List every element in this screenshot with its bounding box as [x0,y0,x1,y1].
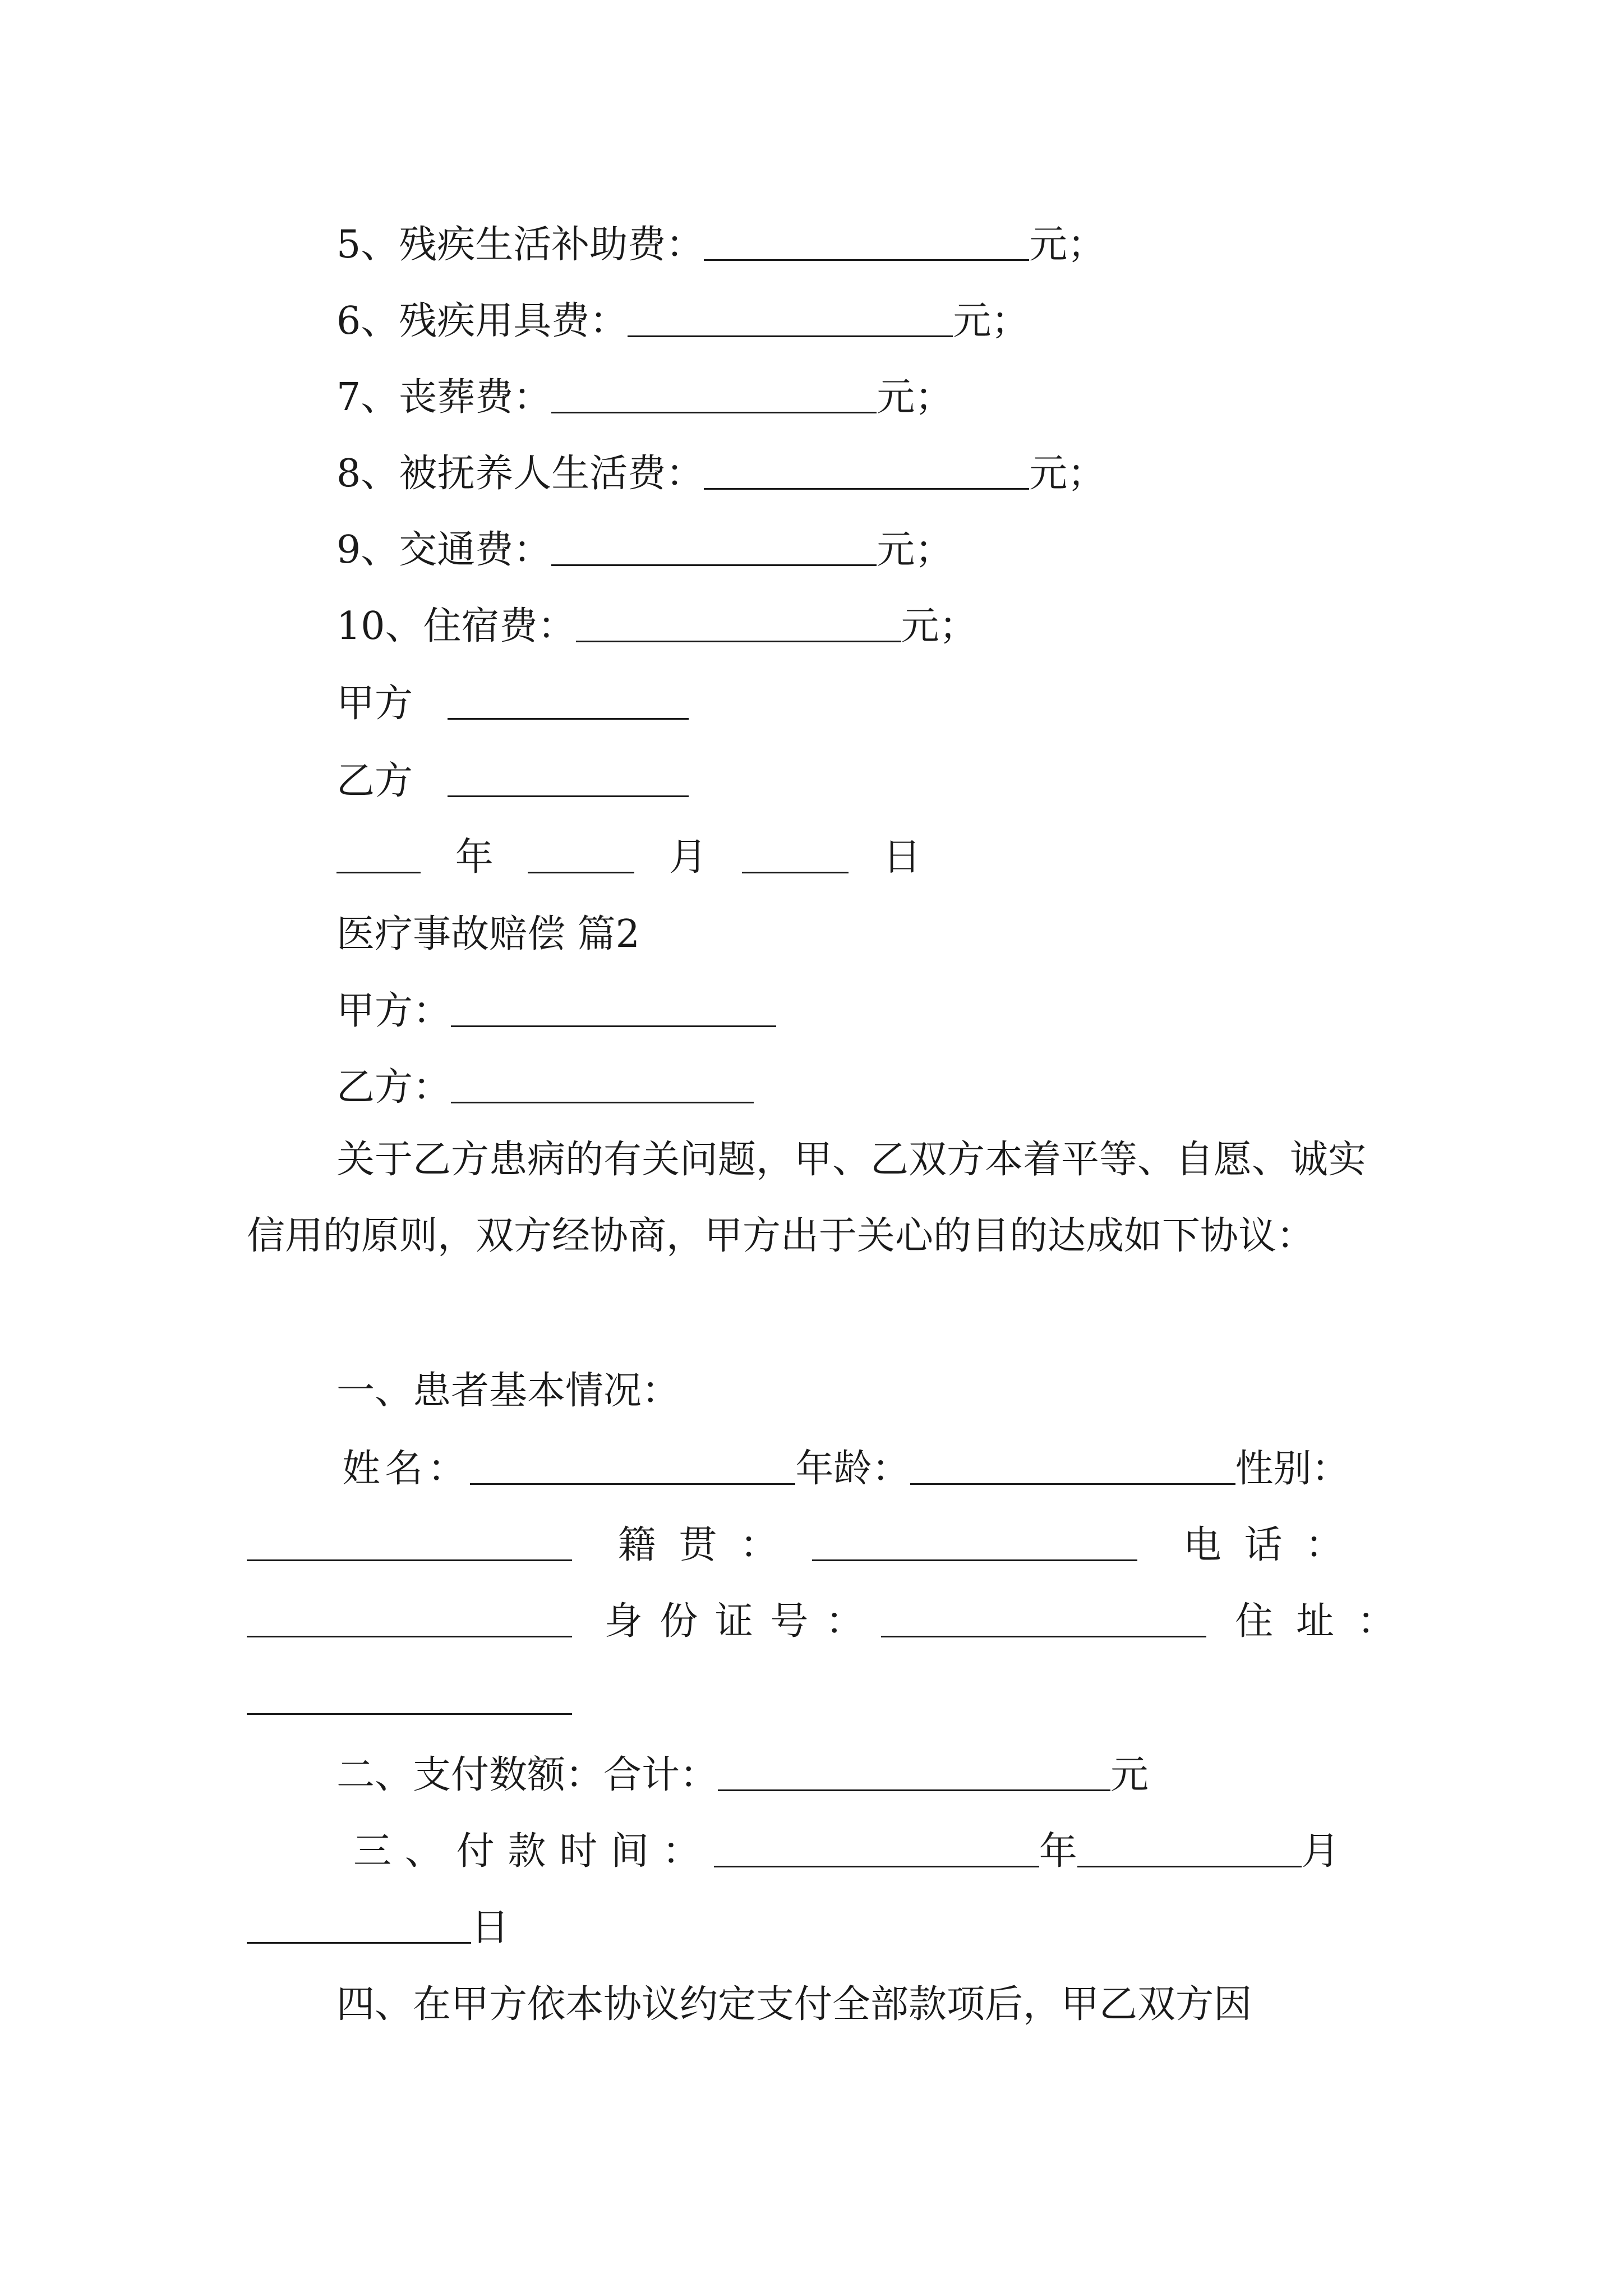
party-a-signature [336,682,689,726]
amount-blank[interactable] [704,454,1029,490]
month-label: 月 [1301,1829,1340,1874]
fee-unit: 元； [877,375,953,420]
amount-blank[interactable] [551,378,877,413]
fee-item-6 [336,299,1030,343]
signature-blank[interactable] [448,762,689,797]
date-line [336,835,921,880]
party-a-label: 甲方： [336,989,451,1033]
item-3-line [353,1829,1340,1874]
signature-blank[interactable] [448,684,689,720]
year-blank[interactable] [336,838,421,873]
phone-blank[interactable] [247,1602,572,1637]
day-blank[interactable] [742,838,849,873]
party-b-signature [336,759,689,803]
total-blank[interactable] [718,1756,1110,1791]
party-b-label: 乙方 [336,759,413,803]
section-title: 医疗事故赔偿 篇2 [336,912,640,956]
fee-unit: 元； [877,528,953,572]
party-b-label: 乙方： [336,1065,451,1110]
fee-item-5 [336,223,1106,267]
party-a-label: 甲方 [336,682,413,726]
fee-unit: 元； [1029,452,1106,496]
amount-blank[interactable] [628,302,953,337]
party-b-blank[interactable] [451,1068,754,1103]
age-blank[interactable] [910,1450,1235,1485]
patient-row-2 [247,1523,1367,1567]
party-a-blank[interactable] [451,992,776,1027]
native-label: 籍贯： [617,1523,801,1567]
address-blank[interactable] [247,1680,572,1715]
item-2-unit: 元 [1110,1753,1149,1797]
id-label: 身份证号： [604,1599,881,1644]
patient-row-4 [247,1680,572,1718]
fee-label: 5、残疾生活补助费： [336,223,704,267]
pay-month-blank[interactable] [1077,1832,1302,1867]
name-label: 姓名： [342,1447,471,1491]
name-blank[interactable] [470,1450,795,1485]
fee-item-9 [336,528,953,572]
fee-unit: 元； [953,299,1030,343]
item-3-label: 三、付款时间： [353,1829,714,1874]
id-blank[interactable] [881,1602,1206,1637]
item-2-line [336,1753,1149,1797]
address-label: 住址： [1235,1599,1418,1644]
item-2-label: 二、支付数额：合计： [336,1753,718,1797]
fee-item-8 [336,452,1106,496]
fee-label: 6、残疾用具费： [336,299,628,343]
month-label: 月 [668,835,707,880]
intro-paragraph: 关于乙方患病的有关问题，甲、乙双方本着平等、自愿、诚实信用的原则，双方经协商，甲方出于关心的目的达成如下协议： [247,1138,1367,1258]
fee-item-10 [336,604,978,648]
patient-row-3 [247,1599,1418,1644]
day-label: 日 [883,835,921,880]
gender-label: 性别： [1235,1447,1350,1491]
amount-blank[interactable] [576,607,901,642]
fee-unit: 元； [901,604,978,648]
age-label: 年龄： [795,1447,910,1491]
patient-row-1 [342,1447,1350,1491]
fee-label: 7、丧葬费： [336,375,552,420]
day-label: 日 [471,1906,510,1950]
party-b-line [336,1065,754,1110]
fee-label: 8、被抚养人生活费： [336,452,704,496]
month-blank[interactable] [528,838,634,873]
fee-unit: 元； [1029,223,1106,267]
fee-item-7 [336,375,953,420]
pay-day-blank[interactable] [247,1908,471,1944]
year-label: 年 [1039,1829,1077,1874]
amount-blank[interactable] [551,531,877,566]
pay-year-blank[interactable] [714,1832,1039,1867]
gender-blank[interactable] [247,1526,572,1561]
year-label: 年 [455,835,494,880]
fee-label: 10、住宿费： [336,604,576,648]
party-a-line [336,989,776,1033]
item-4-line: 四、在甲方依本协议约定支付全部款项后，甲乙双方因 [336,1982,1252,2027]
fee-label: 9、交通费： [336,528,552,572]
item-3-line-cont [247,1906,510,1950]
amount-blank[interactable] [704,226,1029,261]
native-blank[interactable] [812,1526,1137,1561]
item-1-title: 一、患者基本情况： [336,1369,680,1413]
phone-label: 电话： [1183,1523,1367,1567]
